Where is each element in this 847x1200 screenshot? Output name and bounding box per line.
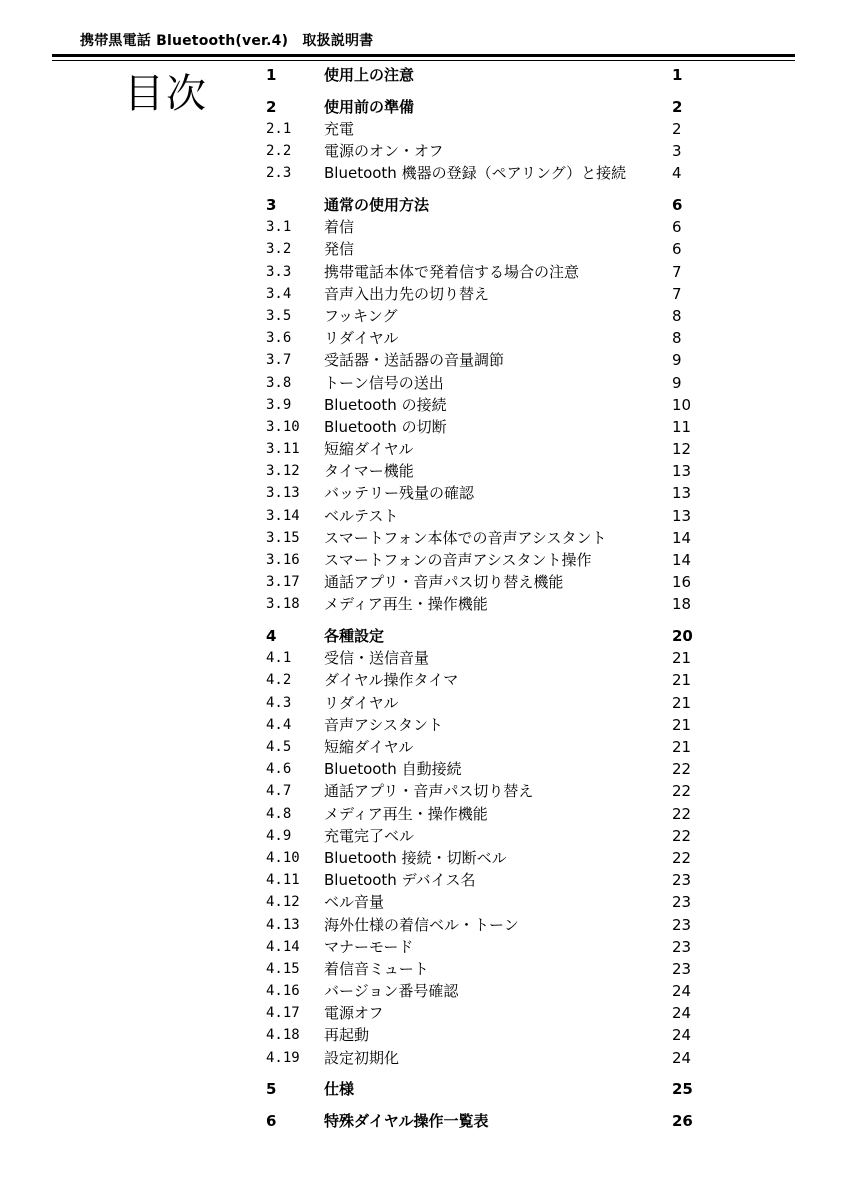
toc-entry-number: 4.4 [266,716,292,733]
toc-entry-title: 海外仕様の着信ベル・トーン [324,915,519,934]
toc-entry-number: 2.3 [266,165,292,182]
toc-entry-title: 受話器・送話器の音量調節 [324,351,505,370]
toc-entry-number: 3.6 [266,330,292,347]
toc-entry-page: 26 [672,1112,693,1131]
toc-section-row[interactable] [266,692,700,714]
toc-entry-number: 3.11 [266,441,300,458]
toc-entry-page: 24 [672,1004,692,1023]
toc-entry-title: 短縮ダイヤル [324,738,414,757]
toc-entry-number: 4.17 [266,1005,300,1022]
toc-section-row[interactable] [266,647,700,669]
toc-entry-page: 6 [672,196,683,215]
toc-entry-number: 4.18 [266,1027,300,1044]
toc-section-row[interactable] [266,549,700,571]
header-divider-thin [52,60,795,61]
toc-entry-title: 音声入出力先の切り替え [324,284,490,303]
toc-entry-title: 電源オフ [324,1004,384,1023]
toc-entry-title: 通常の使用方法 [324,196,430,215]
toc-entry-title: Bluetooth 接続・切断ベル [324,848,507,867]
toc-entry-number: 4.13 [266,916,300,933]
toc-entry-title: 再起動 [324,1026,370,1045]
toc-chapter-row[interactable] [266,1110,700,1132]
toc-entry-title: メディア再生・操作機能 [324,595,488,614]
toc-entry-number: 4.12 [266,894,300,911]
toc-entry-number: 3.14 [266,507,300,524]
toc-section-row[interactable] [266,758,700,780]
toc-entry-number: 3.4 [266,285,292,302]
toc-entry-number: 4.14 [266,938,300,955]
toc-entry-number: 4.15 [266,960,300,977]
toc-section-row[interactable] [266,327,700,349]
toc-entry-title: リダイヤル [324,329,399,348]
toc-entry-number: 4.2 [266,672,292,689]
toc-entry-title: 電源のオン・オフ [324,142,444,161]
toc-section-row[interactable] [266,505,700,527]
toc-entry-title: 音声アシスタント [324,715,443,734]
toc-chapter-row[interactable] [266,96,700,118]
toc-section-row[interactable] [266,958,700,980]
toc-section-row[interactable] [266,371,700,393]
toc-entry-page: 23 [672,893,692,912]
toc-entry-title: フッキング [324,306,398,325]
toc-entry-page: 4 [672,164,682,183]
toc-entry-page: 25 [672,1080,693,1099]
header-divider-thick [52,54,795,57]
toc-entry-page: 9 [672,373,682,392]
toc-entry-page: 22 [672,804,692,823]
toc-entry-number: 3.3 [266,263,292,280]
toc-entry-page: 8 [672,329,682,348]
toc-entry-number: 3.10 [266,418,300,435]
toc-entry-number: 4 [266,627,277,646]
toc-entry-number: 3.12 [266,463,300,480]
toc-entry-title: 充電完了ベル [324,826,415,845]
toc-entry-title: マナーモード [324,937,414,956]
toc-entry-page: 21 [672,715,692,734]
toc-entry-title: ダイヤル操作タイマ [324,671,459,690]
toc-entry-title: ベル音量 [324,893,385,912]
toc-entry-number: 3.7 [266,352,292,369]
toc-entry-page: 21 [672,693,692,712]
toc-entry-title: Bluetooth 自動接続 [324,760,462,779]
toc-entry-title: 携帯電話本体で発着信する場合の注意 [324,262,580,281]
toc-section-row[interactable] [266,482,700,504]
toc-section-row[interactable] [266,571,700,593]
toc-entry-title: バッテリー残量の確認 [324,484,475,503]
toc-section-row[interactable] [266,1047,700,1069]
toc-entry-page: 18 [672,595,692,614]
toc-section-row[interactable] [266,714,700,736]
toc-entry-page: 23 [672,915,692,934]
toc-entry-title: ベルテスト [324,506,399,525]
toc-entry-title: 着信音ミュート [324,959,429,978]
toc-entry-title: 仕様 [324,1080,355,1099]
toc-entry-page: 1 [672,66,683,85]
toc-entry-page: 24 [672,982,692,1001]
toc-entry-number: 3.15 [266,529,300,546]
toc-section-row[interactable] [266,869,700,891]
toc-entry-page: 2 [672,119,682,138]
toc-entry-title: リダイヤル [324,693,399,712]
toc-entry-number: 4.1 [266,650,292,667]
toc-chapter-row[interactable] [266,194,700,216]
toc-entry-title: Bluetooth の切断 [324,417,447,436]
toc-entry-title: 各種設定 [324,627,385,646]
toc-section-row[interactable] [266,847,700,869]
toc-entry-page: 22 [672,826,692,845]
toc-entry-number: 3.8 [266,374,292,391]
toc-entry-page: 20 [672,627,693,646]
toc-entry-number: 3.16 [266,552,300,569]
toc-section-row[interactable] [266,305,700,327]
toc-entry-page: 6 [672,240,682,259]
toc-section-row[interactable] [266,438,700,460]
toc-section-row[interactable] [266,394,700,416]
toc-heading: 目次 [124,71,208,117]
toc-entry-number: 4.10 [266,849,300,866]
toc-entry-number: 3.2 [266,241,292,258]
toc-entry-page: 22 [672,848,692,867]
toc-section-row[interactable] [266,1002,700,1024]
toc-entry-number: 6 [266,1112,277,1131]
toc-entry-page: 14 [672,551,692,570]
toc-entry-number: 4.19 [266,1049,300,1066]
toc-chapter-row[interactable] [266,625,700,647]
toc-entry-title: 使用前の準備 [324,97,415,116]
toc-section-row[interactable] [266,140,700,162]
toc-entry-title: スマートフォンの音声アシスタント操作 [324,551,592,570]
toc-entry-number: 5 [266,1080,277,1099]
document-header: 携帯黒電話 Bluetooth(ver.4) 取扱説明書 [80,33,374,49]
toc-entry-title: 発信 [324,240,355,259]
toc-entry-title: 受信・送信音量 [324,649,430,668]
toc-entry-page: 3 [672,142,682,161]
toc-entry-page: 7 [672,262,682,281]
toc-entry-title: 使用上の注意 [324,66,415,85]
toc-entry-title: 設定初期化 [324,1048,400,1067]
toc-section-row[interactable] [266,261,700,283]
toc-entry-page: 13 [672,506,692,525]
toc-entry-number: 4.9 [266,827,292,844]
toc-section-row[interactable] [266,825,700,847]
toc-entry-number: 3.18 [266,596,300,613]
toc-entry-title: 着信 [324,218,355,237]
toc-chapter-row[interactable] [266,1078,700,1100]
toc-entry-title: Bluetooth デバイス名 [324,871,476,890]
toc-section-row[interactable] [266,238,700,260]
toc-entry-page: 12 [672,440,692,459]
toc-section-row[interactable] [266,527,700,549]
toc-entry-title: 通話アプリ・音声パス切り替え機能 [324,573,564,592]
toc-entry-page: 24 [672,1048,692,1067]
toc-entry-page: 16 [672,573,692,592]
toc-entry-number: 4.7 [266,783,292,800]
toc-entry-title: タイマー機能 [324,462,414,481]
toc-entry-title: 通話アプリ・音声パス切り替え [324,782,534,801]
toc-entry-page: 9 [672,351,682,370]
toc-entry-title: メディア再生・操作機能 [324,804,488,823]
toc-entry-title: バージョン番号確認 [324,982,459,1001]
toc-entry-page: 13 [672,462,692,481]
toc-entry-title: Bluetooth の接続 [324,395,447,414]
toc-entry-number: 4.11 [266,872,300,889]
toc-entry-page: 22 [672,782,692,801]
toc-entry-page: 21 [672,649,692,668]
toc-entry-number: 4.16 [266,983,300,1000]
toc-entry-page: 24 [672,1026,692,1045]
toc-section-row[interactable] [266,283,700,305]
toc-entry-title: 充電 [324,119,355,138]
toc-entry-page: 21 [672,738,692,757]
toc-entry-number: 4.6 [266,761,292,778]
toc-entry-title: Bluetooth 機器の登録（ペアリング）と接続 [324,164,627,183]
toc-entry-number: 3 [266,196,277,215]
toc-entry-number: 2 [266,97,277,116]
toc-entry-number: 4.3 [266,694,292,711]
toc-entry-page: 7 [672,284,682,303]
toc-entry-page: 22 [672,760,692,779]
toc-section-row[interactable] [266,593,700,615]
toc-entry-page: 2 [672,97,683,116]
toc-section-row[interactable] [266,913,700,935]
toc-section-row[interactable] [266,936,700,958]
toc-section-row[interactable] [266,780,700,802]
toc-entry-number: 1 [266,66,277,85]
toc-entry-page: 14 [672,528,692,547]
toc-entry-number: 3.1 [266,219,292,236]
toc-section-row[interactable] [266,891,700,913]
toc-section-row[interactable] [266,162,700,184]
table-of-contents [266,64,700,1132]
toc-entry-page: 8 [672,306,682,325]
toc-entry-number: 4.8 [266,805,292,822]
toc-section-row[interactable] [266,1024,700,1046]
toc-entry-number: 2.1 [266,120,292,137]
toc-section-row[interactable] [266,736,700,758]
toc-section-row[interactable] [266,803,700,825]
toc-entry-number: 2.2 [266,143,292,160]
toc-section-row[interactable] [266,216,700,238]
toc-section-row[interactable] [266,118,700,140]
toc-section-row[interactable] [266,416,700,438]
toc-entry-number: 3.9 [266,396,292,413]
toc-entry-title: スマートフォン本体での音声アシスタント [324,528,607,547]
toc-section-row[interactable] [266,669,700,691]
toc-entry-number: 3.17 [266,574,300,591]
toc-entry-number: 4.5 [266,739,292,756]
toc-section-row[interactable] [266,349,700,371]
toc-section-row[interactable] [266,460,700,482]
toc-entry-title: 短縮ダイヤル [324,440,414,459]
toc-entry-page: 11 [672,417,692,436]
toc-entry-page: 10 [672,395,692,414]
toc-entry-page: 21 [672,671,692,690]
toc-entry-page: 23 [672,871,692,890]
toc-entry-page: 6 [672,218,682,237]
toc-chapter-row[interactable] [266,64,700,86]
toc-section-row[interactable] [266,980,700,1002]
toc-entry-title: トーン信号の送出 [324,373,444,392]
toc-entry-title: 特殊ダイヤル操作一覧表 [324,1112,489,1131]
toc-entry-page: 23 [672,937,692,956]
toc-entry-number: 3.5 [266,307,292,324]
toc-entry-number: 3.13 [266,485,300,502]
toc-entry-page: 23 [672,959,692,978]
toc-entry-page: 13 [672,484,692,503]
